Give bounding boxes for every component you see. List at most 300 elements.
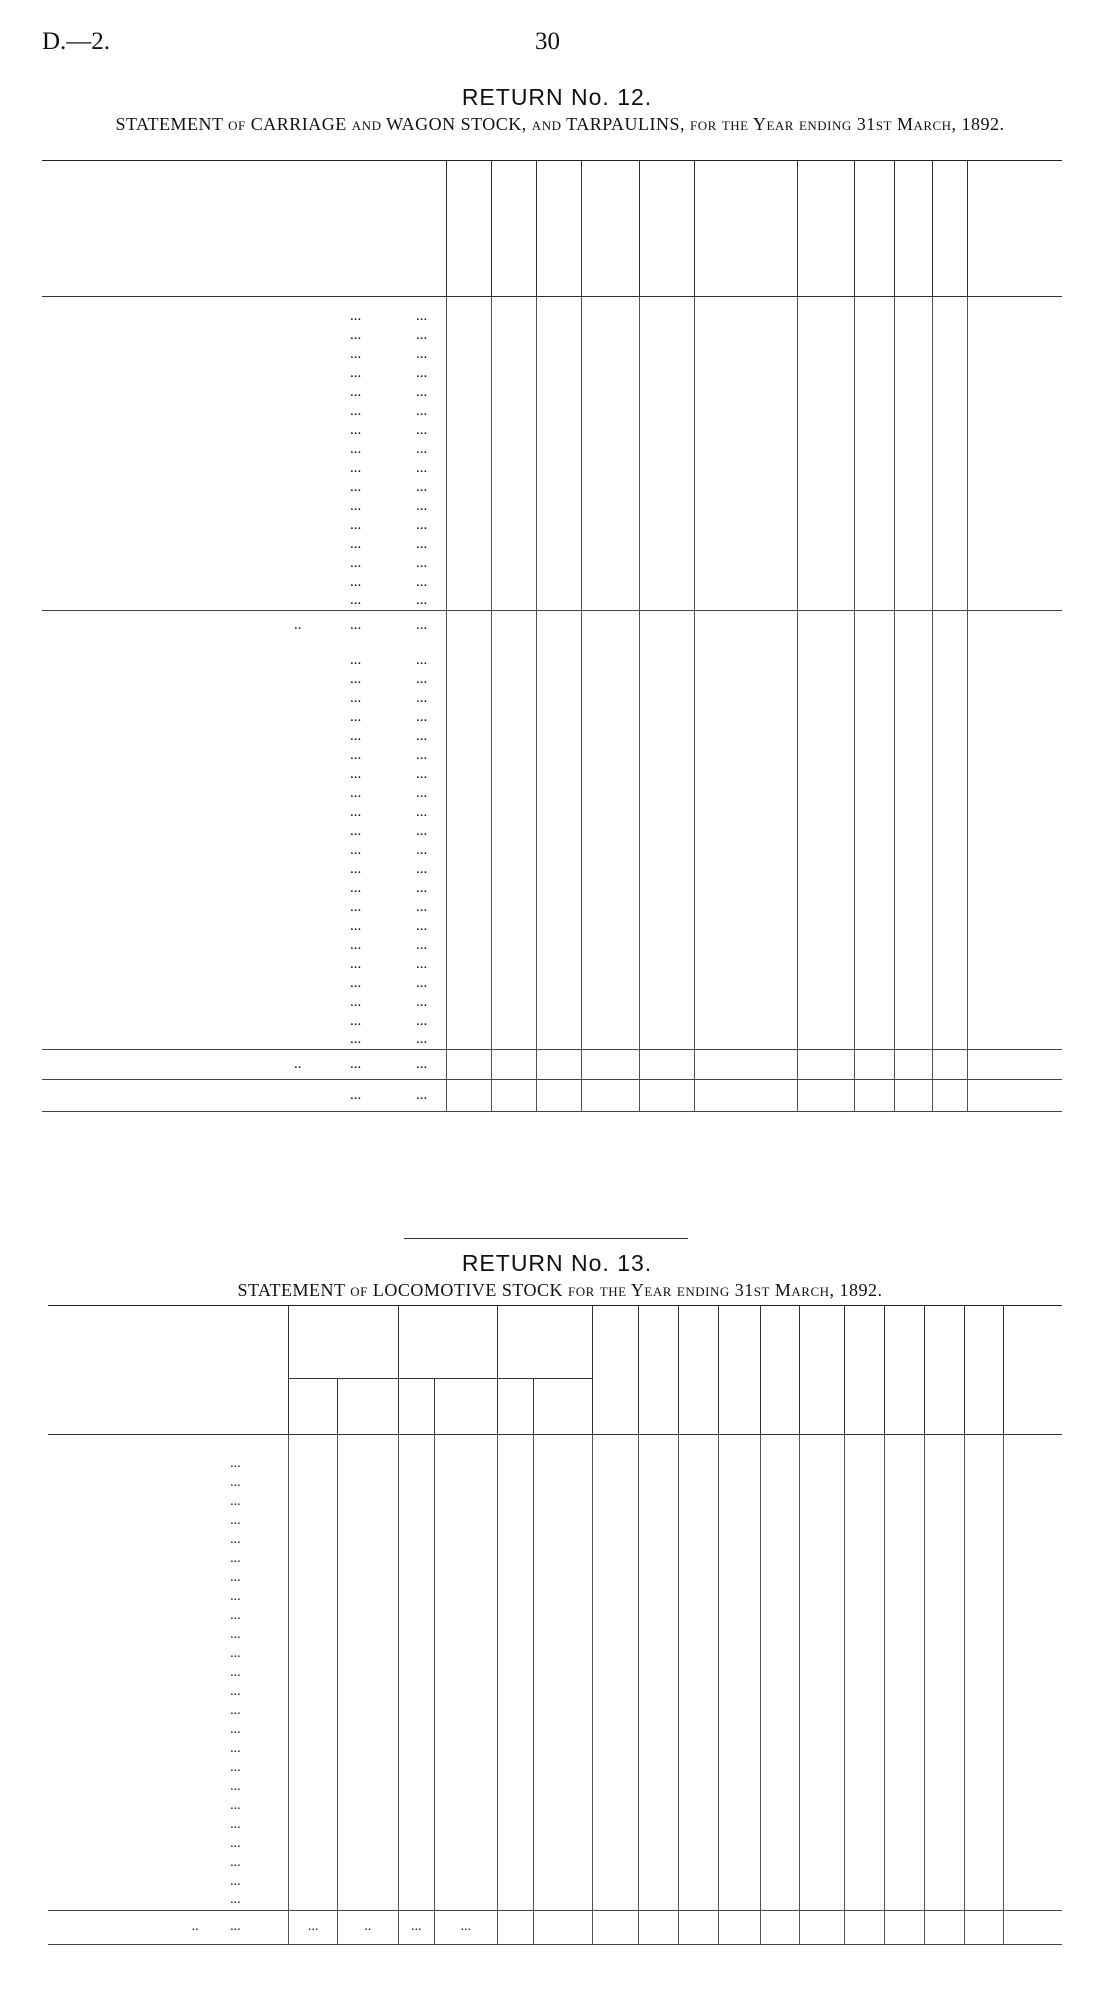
spec-cell bbox=[337, 1739, 398, 1758]
blank-cell bbox=[48, 1434, 289, 1454]
leader-dots: ... bbox=[416, 1031, 428, 1048]
data-cell bbox=[854, 670, 894, 689]
data-cell bbox=[639, 345, 694, 364]
leader-dots: ... bbox=[350, 689, 362, 706]
data-cell bbox=[844, 1511, 884, 1530]
data-cell bbox=[592, 1549, 639, 1568]
leader-dots: ... bbox=[350, 1012, 362, 1029]
data-cell bbox=[965, 1739, 1003, 1758]
spec-cell bbox=[337, 1815, 398, 1834]
data-cell bbox=[800, 1568, 845, 1587]
data-cell bbox=[491, 955, 536, 974]
data-cell bbox=[967, 421, 1062, 440]
data-cell bbox=[1003, 1872, 1062, 1891]
total-cell bbox=[639, 1050, 694, 1080]
data-cell bbox=[639, 554, 694, 573]
engine-type bbox=[48, 1454, 190, 1473]
blank-cell bbox=[592, 1434, 639, 1454]
data-cell bbox=[592, 1720, 639, 1739]
data-cell bbox=[894, 803, 932, 822]
data-cell bbox=[491, 708, 536, 727]
spec-cell bbox=[289, 1587, 338, 1606]
data-cell bbox=[965, 1682, 1003, 1701]
data-cell bbox=[536, 459, 581, 478]
data-cell bbox=[491, 592, 536, 611]
spec-cell bbox=[398, 1720, 434, 1739]
data-cell bbox=[491, 917, 536, 936]
data-cell bbox=[967, 784, 1062, 803]
data-cell bbox=[1003, 1834, 1062, 1853]
data-cell bbox=[924, 1815, 964, 1834]
line-header bbox=[844, 1306, 884, 1434]
data-cell bbox=[639, 497, 694, 516]
data-cell bbox=[639, 459, 694, 478]
spec-cell bbox=[534, 1910, 593, 1944]
data-cell bbox=[1003, 1606, 1062, 1625]
data-cell bbox=[581, 459, 639, 478]
data-cell bbox=[965, 1454, 1003, 1473]
data-cell bbox=[581, 592, 639, 611]
spec-cell bbox=[435, 1739, 498, 1758]
data-cell bbox=[965, 1644, 1003, 1663]
row-label bbox=[42, 592, 292, 611]
spec-cell bbox=[337, 1492, 398, 1511]
table-row bbox=[42, 1031, 1062, 1050]
table-row bbox=[42, 670, 1062, 689]
row-code bbox=[292, 307, 348, 326]
engine-type bbox=[48, 1815, 190, 1834]
data-cell bbox=[678, 1777, 718, 1796]
row-label bbox=[42, 993, 292, 1012]
data-cell bbox=[932, 689, 967, 708]
section-heading bbox=[42, 641, 446, 651]
data-cell bbox=[581, 383, 639, 402]
data-cell bbox=[1003, 1777, 1062, 1796]
data-cell bbox=[854, 1012, 894, 1031]
data-cell bbox=[885, 1758, 924, 1777]
data-cell bbox=[536, 307, 581, 326]
data-cell bbox=[491, 898, 536, 917]
leader-dots: ... bbox=[416, 497, 428, 514]
data-cell bbox=[932, 402, 967, 421]
data-cell bbox=[581, 497, 639, 516]
row-code bbox=[292, 879, 348, 898]
data-cell bbox=[446, 898, 491, 917]
data-cell bbox=[536, 898, 581, 917]
blank-cell bbox=[797, 641, 854, 651]
data-cell bbox=[1003, 1853, 1062, 1872]
data-cell bbox=[965, 1853, 1003, 1872]
data-cell bbox=[844, 1663, 884, 1682]
spec-cell bbox=[435, 1682, 498, 1701]
total-cell bbox=[967, 1050, 1062, 1080]
data-cell bbox=[894, 383, 932, 402]
data-cell bbox=[639, 1454, 678, 1473]
unit-label bbox=[337, 1434, 398, 1454]
data-cell bbox=[639, 326, 694, 345]
column-header bbox=[894, 161, 932, 296]
data-cell bbox=[932, 459, 967, 478]
total-cell bbox=[797, 611, 854, 641]
table-row bbox=[42, 955, 1062, 974]
engine-class bbox=[190, 1454, 228, 1473]
class-header bbox=[48, 1306, 289, 1434]
data-cell bbox=[536, 974, 581, 993]
table-row bbox=[42, 345, 1062, 364]
spec-cell bbox=[337, 1454, 398, 1473]
data-cell bbox=[894, 1031, 932, 1050]
table-row bbox=[42, 478, 1062, 497]
description-header bbox=[42, 161, 446, 296]
total-cell bbox=[491, 1050, 536, 1080]
data-cell bbox=[894, 879, 932, 898]
leader-dots: ... bbox=[230, 1493, 241, 1509]
spec-cell bbox=[497, 1682, 533, 1701]
spec-cell bbox=[289, 1758, 338, 1777]
spec-cell bbox=[337, 1644, 398, 1663]
data-cell bbox=[894, 307, 932, 326]
total-row bbox=[42, 611, 1062, 641]
data-cell bbox=[694, 345, 797, 364]
tarpaulins-row bbox=[42, 1080, 1062, 1112]
data-cell bbox=[894, 402, 932, 421]
engine-class bbox=[190, 1872, 228, 1891]
data-cell bbox=[491, 936, 536, 955]
leader-dots: ... bbox=[230, 1474, 241, 1490]
data-cell bbox=[854, 917, 894, 936]
data-cell bbox=[694, 1012, 797, 1031]
data-cell bbox=[894, 573, 932, 592]
spec-cell bbox=[497, 1834, 533, 1853]
blank-cell bbox=[844, 1434, 884, 1454]
data-cell bbox=[854, 345, 894, 364]
spec-cell bbox=[398, 1587, 434, 1606]
engine-class bbox=[190, 1625, 228, 1644]
leader-dots: .. bbox=[292, 611, 348, 641]
data-cell bbox=[639, 746, 694, 765]
total-cell bbox=[694, 1050, 797, 1080]
table-row bbox=[48, 1777, 1062, 1796]
data-cell bbox=[446, 383, 491, 402]
table-row bbox=[42, 421, 1062, 440]
header-row bbox=[42, 161, 1062, 296]
data-cell bbox=[1003, 1454, 1062, 1473]
data-cell bbox=[932, 955, 967, 974]
blank-cell bbox=[800, 1434, 845, 1454]
data-cell bbox=[1003, 1891, 1062, 1910]
total-cell bbox=[581, 611, 639, 641]
leader-dots: ... bbox=[350, 993, 362, 1010]
table-row bbox=[42, 364, 1062, 383]
leader-dots: ... bbox=[416, 803, 428, 820]
data-cell bbox=[639, 1701, 678, 1720]
row-label bbox=[42, 402, 292, 421]
data-cell bbox=[491, 307, 536, 326]
column-header bbox=[694, 161, 797, 296]
data-cell bbox=[592, 1492, 639, 1511]
data-cell bbox=[797, 936, 854, 955]
data-cell bbox=[536, 592, 581, 611]
leader-dots: ... bbox=[416, 459, 428, 476]
spec-cell bbox=[337, 1568, 398, 1587]
data-cell bbox=[797, 592, 854, 611]
engine-class bbox=[190, 1606, 228, 1625]
data-cell bbox=[446, 803, 491, 822]
data-cell bbox=[854, 307, 894, 326]
data-cell bbox=[536, 841, 581, 860]
data-cell bbox=[844, 1606, 884, 1625]
data-cell bbox=[1003, 1587, 1062, 1606]
data-cell bbox=[694, 993, 797, 1012]
data-cell bbox=[967, 326, 1062, 345]
return13-subtitle: STATEMENT of LOCOMOTIVE STOCK for the Year ending 31st March, 1892. bbox=[237, 1280, 883, 1300]
leader-dots: .. bbox=[190, 1910, 228, 1944]
table-row bbox=[42, 822, 1062, 841]
table-row bbox=[42, 459, 1062, 478]
data-cell bbox=[894, 898, 932, 917]
leader-dots: ... bbox=[230, 1873, 241, 1889]
total-cell bbox=[854, 1050, 894, 1080]
total-cell bbox=[932, 611, 967, 641]
spec-cell bbox=[398, 1796, 434, 1815]
spec-cell bbox=[289, 1644, 338, 1663]
spec-cell bbox=[497, 1568, 533, 1587]
engine-type bbox=[48, 1511, 190, 1530]
data-cell bbox=[760, 1606, 799, 1625]
data-cell bbox=[581, 841, 639, 860]
blank-cell bbox=[491, 296, 536, 307]
data-cell bbox=[967, 708, 1062, 727]
row-label bbox=[42, 1031, 292, 1050]
data-cell bbox=[639, 1663, 678, 1682]
row-label bbox=[42, 898, 292, 917]
total-cell bbox=[800, 1910, 845, 1944]
data-cell bbox=[678, 1606, 718, 1625]
data-cell bbox=[885, 1568, 924, 1587]
data-cell bbox=[719, 1530, 760, 1549]
data-cell bbox=[967, 670, 1062, 689]
data-cell bbox=[885, 1796, 924, 1815]
data-cell bbox=[854, 936, 894, 955]
data-cell bbox=[760, 1891, 799, 1910]
data-cell bbox=[885, 1530, 924, 1549]
spec-cell bbox=[534, 1796, 593, 1815]
spec-cell bbox=[534, 1587, 593, 1606]
data-cell bbox=[894, 651, 932, 670]
data-cell bbox=[967, 803, 1062, 822]
data-cell bbox=[678, 1625, 718, 1644]
spec-cell bbox=[435, 1625, 498, 1644]
data-cell bbox=[719, 1720, 760, 1739]
engine-type bbox=[48, 1872, 190, 1891]
row-label bbox=[42, 803, 292, 822]
table-row bbox=[48, 1473, 1062, 1492]
data-cell bbox=[678, 1530, 718, 1549]
data-cell bbox=[967, 402, 1062, 421]
data-cell bbox=[800, 1796, 845, 1815]
data-cell bbox=[800, 1644, 845, 1663]
data-cell bbox=[446, 573, 491, 592]
engine-type bbox=[48, 1587, 190, 1606]
row-label bbox=[42, 440, 292, 459]
row-label bbox=[42, 651, 292, 670]
spec-cell bbox=[435, 1663, 498, 1682]
data-cell bbox=[797, 364, 854, 383]
leader-dots: ... bbox=[350, 879, 362, 896]
data-cell bbox=[678, 1549, 718, 1568]
leader-dots: ... bbox=[350, 459, 362, 476]
leader-dots: ... bbox=[416, 535, 428, 552]
data-cell bbox=[694, 879, 797, 898]
data-cell bbox=[800, 1777, 845, 1796]
leader-dots: ... bbox=[416, 860, 428, 877]
row-code bbox=[292, 917, 348, 936]
leader-dots: ... bbox=[230, 1588, 241, 1604]
data-cell bbox=[536, 746, 581, 765]
data-cell bbox=[932, 440, 967, 459]
leader-dots: ... bbox=[350, 421, 362, 438]
spec-cell bbox=[534, 1530, 593, 1549]
data-cell bbox=[639, 1872, 678, 1891]
leader-dots: ... bbox=[230, 1683, 241, 1699]
spec-cell bbox=[289, 1891, 338, 1910]
table-row bbox=[48, 1815, 1062, 1834]
data-cell bbox=[932, 364, 967, 383]
data-cell bbox=[1003, 1796, 1062, 1815]
leader-dots: ... bbox=[416, 573, 428, 590]
data-cell bbox=[678, 1872, 718, 1891]
data-cell bbox=[678, 1701, 718, 1720]
engine-class bbox=[190, 1644, 228, 1663]
data-cell bbox=[932, 670, 967, 689]
total-cell bbox=[639, 611, 694, 641]
spec-cell bbox=[398, 1625, 434, 1644]
leader-dots: ... bbox=[230, 1759, 241, 1775]
data-cell bbox=[932, 708, 967, 727]
row-code bbox=[292, 955, 348, 974]
data-cell bbox=[932, 592, 967, 611]
data-cell bbox=[854, 689, 894, 708]
data-cell bbox=[491, 421, 536, 440]
data-cell bbox=[924, 1549, 964, 1568]
table-row bbox=[48, 1568, 1062, 1587]
data-cell bbox=[932, 803, 967, 822]
data-cell bbox=[797, 573, 854, 592]
line-header bbox=[1003, 1306, 1062, 1434]
data-cell bbox=[719, 1663, 760, 1682]
blank-cell bbox=[497, 1434, 533, 1454]
table-row bbox=[48, 1834, 1062, 1853]
total-cell bbox=[854, 611, 894, 641]
row-label bbox=[42, 670, 292, 689]
data-cell bbox=[719, 1701, 760, 1720]
data-cell bbox=[932, 573, 967, 592]
spec-cell bbox=[534, 1568, 593, 1587]
spec-cell bbox=[435, 1568, 498, 1587]
leader-dots: ... bbox=[350, 364, 362, 381]
data-cell bbox=[885, 1891, 924, 1910]
data-cell bbox=[581, 307, 639, 326]
data-cell bbox=[885, 1777, 924, 1796]
leader-dots: ... bbox=[416, 993, 428, 1010]
data-cell bbox=[446, 765, 491, 784]
spec-cell bbox=[435, 1853, 498, 1872]
data-cell bbox=[844, 1549, 884, 1568]
data-cell bbox=[797, 803, 854, 822]
data-cell bbox=[800, 1701, 845, 1720]
data-cell bbox=[639, 1012, 694, 1031]
data-cell bbox=[592, 1511, 639, 1530]
data-cell bbox=[924, 1663, 964, 1682]
data-cell bbox=[581, 936, 639, 955]
data-cell bbox=[446, 440, 491, 459]
return12-subtitle: STATEMENT of CARRIAGE and WAGON STOCK, and TARPAULINS, for the Year ending 31st March, 1892. bbox=[115, 114, 1005, 134]
data-cell bbox=[639, 383, 694, 402]
data-cell bbox=[967, 765, 1062, 784]
data-cell bbox=[639, 1739, 678, 1758]
data-cell bbox=[760, 1777, 799, 1796]
blank-cell bbox=[967, 296, 1062, 307]
spec-cell bbox=[534, 1511, 593, 1530]
line-header bbox=[924, 1306, 964, 1434]
data-cell bbox=[854, 708, 894, 727]
data-cell bbox=[491, 497, 536, 516]
data-cell bbox=[967, 860, 1062, 879]
total-cell bbox=[694, 611, 797, 641]
engine-class bbox=[190, 1549, 228, 1568]
data-cell bbox=[844, 1796, 884, 1815]
table-row bbox=[42, 974, 1062, 993]
data-cell bbox=[965, 1720, 1003, 1739]
leader-dots: ... bbox=[414, 1050, 446, 1080]
row-code bbox=[292, 803, 348, 822]
data-cell bbox=[854, 898, 894, 917]
data-cell bbox=[967, 497, 1062, 516]
blank-cell bbox=[854, 296, 894, 307]
data-cell bbox=[446, 478, 491, 497]
data-cell bbox=[844, 1891, 884, 1910]
data-cell bbox=[536, 326, 581, 345]
spec-cell bbox=[337, 1720, 398, 1739]
coupled-header bbox=[398, 1306, 497, 1378]
table-row bbox=[42, 440, 1062, 459]
section-divider bbox=[404, 1238, 688, 1239]
data-cell bbox=[694, 383, 797, 402]
data-cell bbox=[894, 326, 932, 345]
data-cell bbox=[536, 364, 581, 383]
total-cell bbox=[639, 1910, 678, 1944]
section-heading-row bbox=[42, 296, 1062, 307]
data-cell bbox=[536, 345, 581, 364]
table-row bbox=[48, 1720, 1062, 1739]
data-cell bbox=[760, 1644, 799, 1663]
data-cell bbox=[694, 554, 797, 573]
leader-dots: ... bbox=[416, 670, 428, 687]
blank-cell bbox=[760, 1434, 799, 1454]
data-cell bbox=[800, 1454, 845, 1473]
engine-type bbox=[48, 1682, 190, 1701]
table-row bbox=[42, 535, 1062, 554]
data-cell bbox=[536, 478, 581, 497]
total-cell bbox=[592, 1910, 639, 1944]
spec-cell bbox=[534, 1872, 593, 1891]
data-cell bbox=[924, 1720, 964, 1739]
spec-cell bbox=[435, 1549, 498, 1568]
total-cell bbox=[965, 1910, 1003, 1944]
spec-cell bbox=[435, 1891, 498, 1910]
leader-dots: ... bbox=[350, 841, 362, 858]
data-cell bbox=[797, 535, 854, 554]
